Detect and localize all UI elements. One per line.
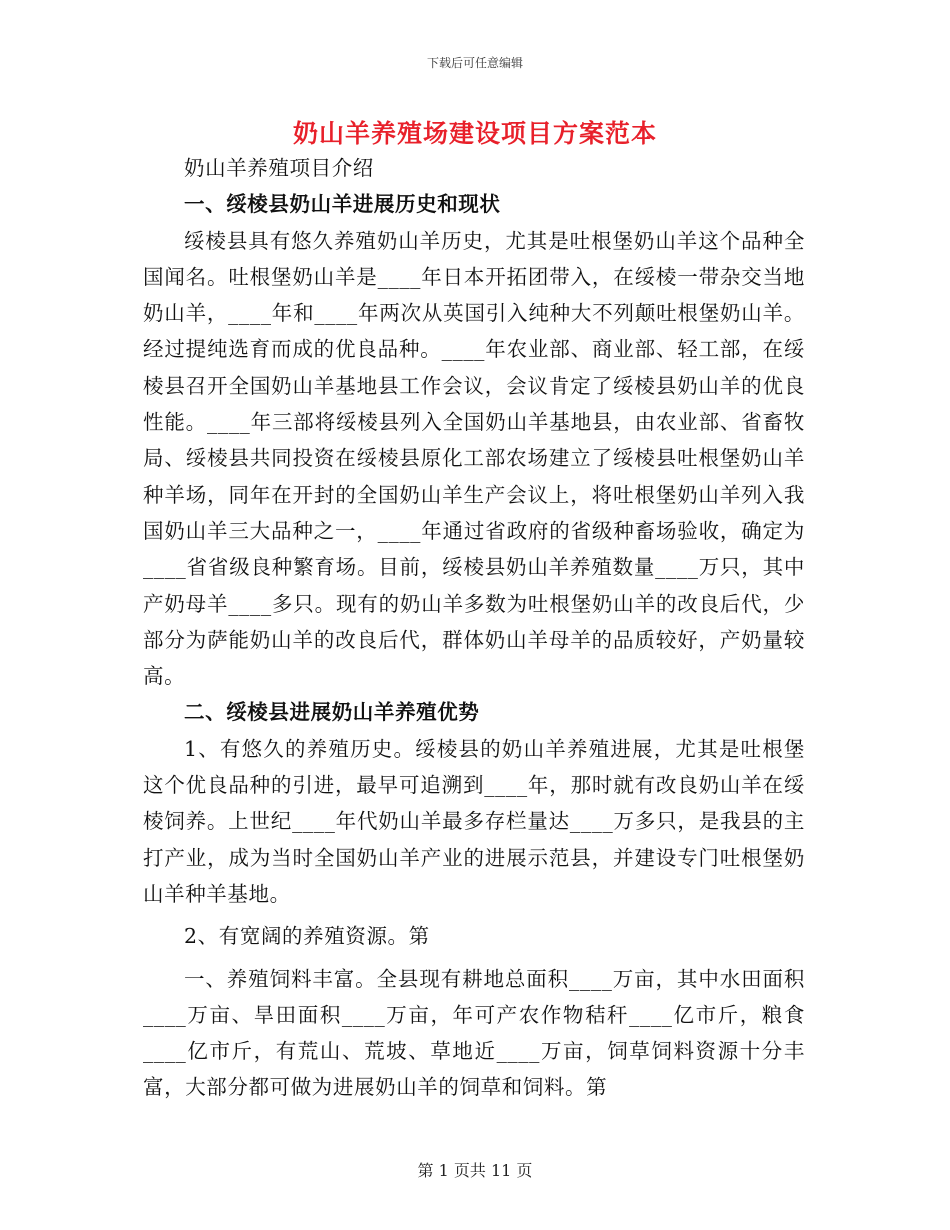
- advantage-item-2: 2、有宽阔的养殖资源。第: [184, 924, 430, 949]
- advantage-item-2-sub: 一、养殖饲料丰富。全县现有耕地总面积____万亩，其中水田面积____万亩、旱田面积____万亩，年可产农作物秸秆____亿市斤，粮食____亿市斤，有荒山、荒坡、草地近____万亩，饲草饲料资源十分丰富，大部分都可做为进展奶山羊的饲草和饲料。第: [143, 966, 805, 1100]
- section-1-paragraph: 绥棱县具有悠久养殖奶山羊历史，尤其是吐根堡奶山羊这个品种全国闻名。吐根堡奶山羊是____年日本开拓团带入，在绥棱一带杂交当地奶山羊，____年和____年两次从英国引入纯种大不列颠吐根堡奶山羊。经过提纯选育而成的优良品种。____年农业部、商业部、轻工部，在绥棱县召开全国奶山羊基地县工作会议，会议肯定了绥棱县奶山羊的优良性能。____年三部将绥棱县列入全国奶山羊基地县，由农业部、省畜牧局、绥棱县共同投资在绥棱县原化工部农场建立了绥棱县吐根堡奶山羊种羊场，同年在开封的全国奶山羊生产会议上，将吐根堡奶山羊列入我国奶山羊三大品种之一，____年通过省政府的省级种畜场验收，确定为____省省级良种繁育场。目前，绥棱县奶山羊养殖数量____万只，其中产奶母羊____多只。现有的奶山羊多数为吐根堡奶山羊的改良后代，少部分为萨能奶山羊的改良后代，群体奶山羊母羊的品质较好，产奶量较高。: [143, 228, 805, 689]
- page-indicator: 第 1 页共 11 页: [417, 1161, 533, 1180]
- document-body: [143, 150, 805, 1106]
- document-title: 奶山羊养殖场建设项目方案范本: [292, 119, 657, 148]
- section-heading-1: 一、绥棱县奶山羊进展历史和现状: [184, 192, 501, 217]
- section-heading-2: 二、绥棱县进展奶山羊养殖优势: [184, 700, 480, 725]
- advantage-item-1: 1、有悠久的养殖历史。绥棱县的奶山羊养殖进展，尤其是吐根堡这个优良品种的引进，最早可追溯到____年，那时就有改良奶山羊在绥棱饲养。上世纪____年代奶山羊最多存栏量达____万多只，是我县的主打产业，成为当时全国奶山羊产业的进展示范县，并建设专门吐根堡奶山羊种羊基地。: [143, 736, 805, 906]
- intro-line: 奶山羊养殖项目介绍: [184, 156, 374, 180]
- download-note: 下载后可任意编辑: [426, 56, 523, 70]
